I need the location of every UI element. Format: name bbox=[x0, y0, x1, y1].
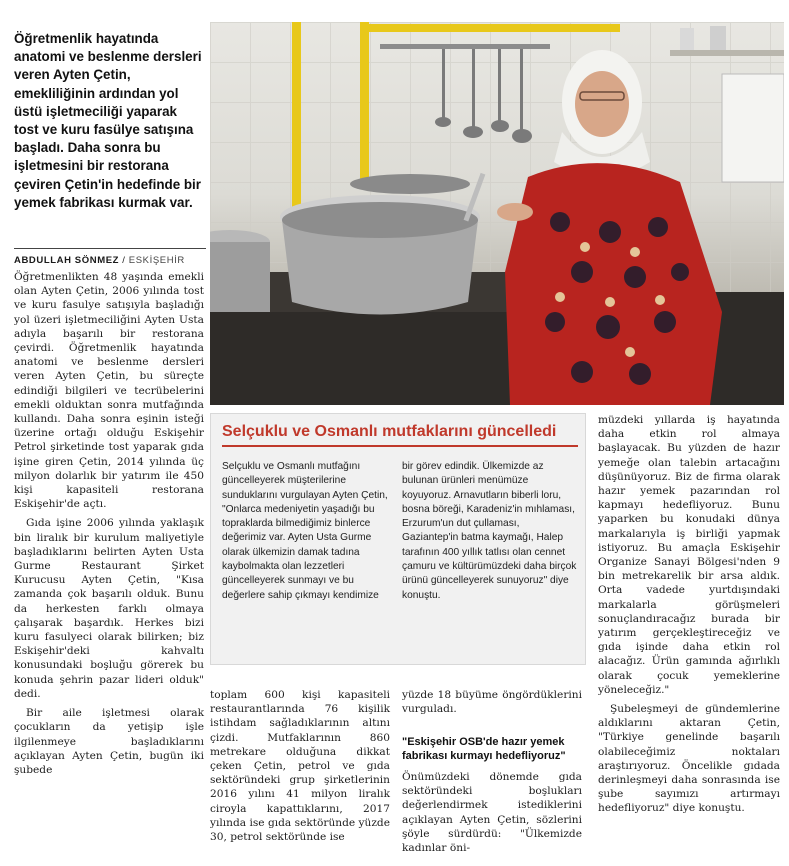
paragraph: Öğretmenlikten 48 yaşında emekli olan Ayten Çetin, 2006 yılında tost ve kuru fasulye satışıyla başladığı yol üzeri işletmeciliğini Ayten Usta adıyla başarılı bir restorana çevirdi. Öğretmenlik hayatında anatomi ve beslenme dersleri veren Ayten Çetin, bu süreçte edindiği bilgileri ve tecrübelerini emekli olduktan sonra mutfağında kullandı. Daha sonra eşinin isteği üzerine ortağı olduğu Eskişehir Petrol şirketinde tost yaparak gıda işine giren Çetin, 2014 yılında üç milyon dolarlık bir yatırım ile 450 kişi kapasiteli restorana Eskişehir'de açtı. bbox=[14, 271, 204, 511]
article-column-3 bbox=[402, 688, 582, 721]
byline-city: ESKİŞEHİR bbox=[128, 255, 185, 266]
paragraph: Bir aile işletmesi olarak çocukların da yetişip işle ilgilenmeye başladıklarını açıklayan Ayten Çetin, bugün iki şubede bbox=[14, 707, 204, 776]
article-column-4 bbox=[598, 413, 780, 821]
paragraph: toplam 600 kişi kapasiteli restaurantlarında 76 kişilik istihdam sağladıklarının altını çizdi. Mutfaklarının 860 metrekare olduğuna dikkat çeken Çetin, petrol ve gıda sektöründeki grup şirketlerinin 2016 yılını 41 milyon liralık ciroyla kapattıklarını, 2017 yılında ise gıda sektöründe yüzde 30, petrol sektöründe ise bbox=[210, 689, 390, 844]
article-lead: Öğretmenlik hayatında anatomi ve beslenme dersleri veren Ayten Çetin, emekliliğinin ardından yol üstü işletmeciliği yaparak tost ve kuru fasülye satışına başladı. Daha sonra bu işletmesini bir restorana çeviren Çetin'in hedefinde bir yemek fabrikası kurmak var. bbox=[14, 31, 202, 210]
article-column-2 bbox=[210, 688, 390, 849]
sidebar-box-column-2: bir görev edindik. Ülkemizde az bulunan ürünleri menümüze koyuyoruz. Arnavutların biberli loru, bosna böreği, Karadeniz'in mıhlaması, Erzurum'un dut çullaması, Gaziantep'in batma kaymağı, Halep tarafının 400 yıllık tatlısı olan cennet çamuru ve kültürümüzdeki daha birçok ürünü güncelleyerek sunuyoruz" diye konuştu. bbox=[402, 461, 577, 601]
article-photo bbox=[210, 22, 784, 405]
paragraph: Gıda işine 2006 yılında yaklaşık bin liralık bir kurulum maliyetiyle başladıklarını belirten Ayten Usta Gurme Restaurant Şirket Kurucusu Ayten Çetin, "Kısa zamanda çok başarılı olduk. Bunu da herkesten farklı olmaya çalışarak başardık. Herkes bizi kuru fasulyeci olarak bilirken; biz Eskişehir'deki kahvaltı konusundaki boşluğu görerek bu konuda şehrin pazar lideri olduk" dedi. bbox=[14, 517, 204, 700]
paragraph: Önümüzdeki dönemde gıda sektöründeki boşlukları değerlendirmek istediklerini açıklayan Ayten Çetin, sözlerini şöyle sürdürdü: "Ülkemizde kadınlar öni- bbox=[402, 771, 582, 855]
sidebar-box-title: Selçuklu ve Osmanlı mutfaklarını güncelledi bbox=[222, 423, 578, 447]
byline bbox=[14, 248, 206, 266]
article-column-3-continued bbox=[402, 770, 582, 860]
paragraph: müzdeki yıllarda iş hayatında daha etkin rol almaya başlayacak. Bu yüzden de hazır yemeğe olan talebin artacağını düşünüyoruz. Biz de firma olarak hazır yemek pazarından rol kapmayı hedefliyoruz. Bunu yaparken bu konudaki dünya markalarıyla iş birliği yapmak istiyoruz. Bu amaçla Eskişehir Organize Sanayi Bölgesi'nden 9 bin metrekarelik bir arsa aldık. Orta vadede yurtdışındaki markalarla görüşmeleri sonuçlandıracağız burada bir yatırım gerçekleştireceğiz ve gıda işinde daha etkin rol alacağız. Ürün gamında ağırlıklı olarak çocuk yemeklerine yöneleceğiz." bbox=[598, 414, 780, 696]
paragraph: Şubeleşmeyi de gündemlerine aldıklarını aktaran Çetin, "Türkiye genelinde başarılı olabileceğimiz noktaları araştırıyoruz. Öncelikle gıdada derinleşmeyi daha sonrasında ise şube sayımızı artırmayı hedefliyoruz" diye konuştu. bbox=[598, 703, 780, 815]
article-column-1 bbox=[14, 270, 204, 782]
paragraph: yüzde 18 büyüme öngördüklerini vurguladı. bbox=[402, 689, 582, 716]
kitchen-photo-illustration bbox=[210, 22, 784, 405]
section-subheading: "Eskişehir OSB'de hazır yemek fabrikası kurmayı hedefliyoruz" bbox=[402, 736, 566, 762]
sidebar-box-column-1: Selçuklu ve Osmanlı mutfağını güncelleyerek müşterilerine sunduklarını vurgulayan Ayten Çetin, "Onlarca medeniyetin yaşadığı bu topraklarda bilmediğimiz binlerce değerimiz var. Ayten Usta Gurme olarak ülkemizin damak tadına kaybolmakta olan lezzetleri güncelleyerek sunmayı ve bu değerlere sahip çıkmayı kendimize bbox=[222, 461, 388, 601]
byline-separator: / bbox=[119, 255, 129, 266]
author-name: ABDULLAH SÖNMEZ bbox=[14, 255, 120, 266]
